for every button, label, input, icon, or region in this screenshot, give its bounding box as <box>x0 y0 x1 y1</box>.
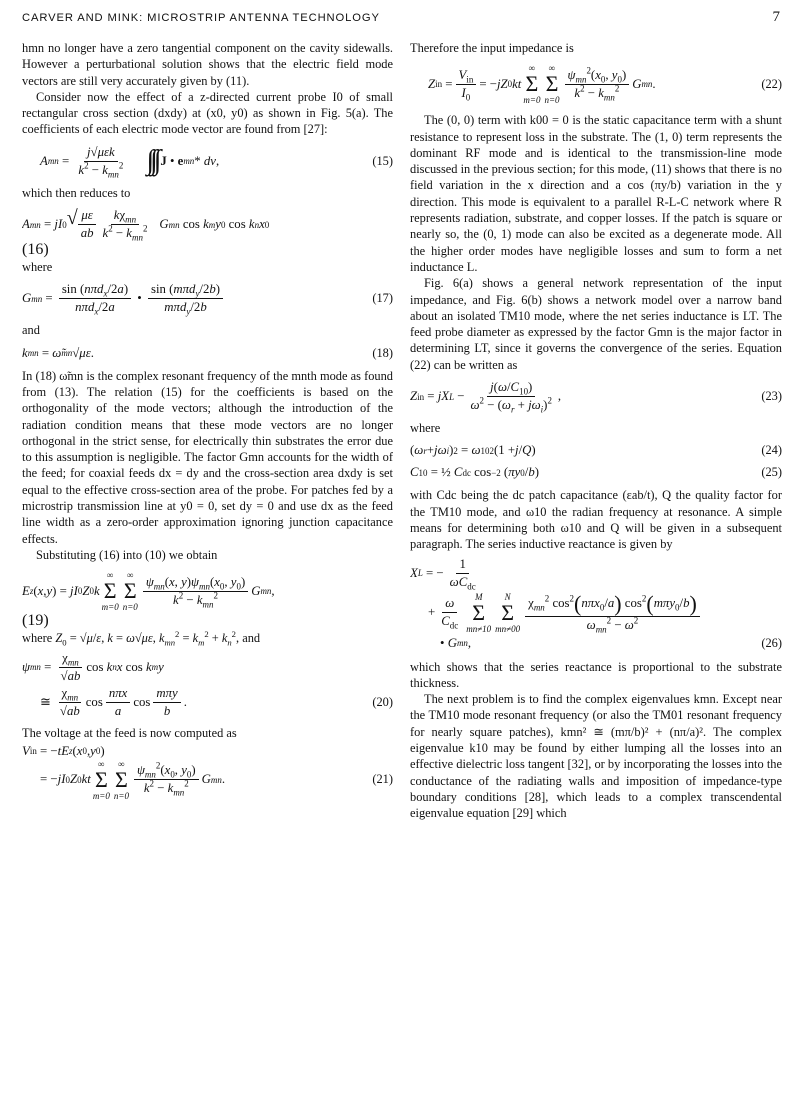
equation-24 <box>410 443 782 458</box>
equation-20a-expression: ψ mn = $\frac{\chi_{mn}}{√ab}$ cos k n x cos k m y <box>22 650 164 683</box>
equation-17 <box>22 282 393 315</box>
right-paragraph-6: The next problem is to find the complex eigenvalues kmn. Except near the TM10 mode resonant frequency (or also the TM01 resonant frequency for nearly square patches), kmn² ≅ (mπ/b)² + (nπ/a)². The complex eigenvalue k10 may be found by either lumping all the losses into an effective dielectric loss tangent [32], or by incorporating the losses into the conductance of the radiating walls and imposition of impedance-type boundary conditions [28], which leads to a complex transcendental eigenvalue equation [29] which <box>410 692 782 821</box>
equation-15 <box>22 145 393 178</box>
left-paragraph-6-tail: and <box>242 631 261 646</box>
equation-26-expression: + $\frac{\omega}{C_{dc}}$ M Σ mn≠10 N Σ mn≠00 $\frac{\chi_{mn}^2 \cos^2(n\pi x_0/a) \cos^2(m\pi y_0/b)}{\omega_{mn}^2 - \omega^2}$ <box>410 592 782 634</box>
equation-26a <box>410 557 782 590</box>
equation-26b-expression: • G mn , <box>440 635 472 650</box>
running-head: CARVER AND MINK: MICROSTRIP ANTENNA TECHNOLOGY <box>22 12 380 24</box>
equation-18-expression: k mn = ω̃ mn √ με . <box>22 345 94 360</box>
left-paragraph-3: which then reduces to <box>22 185 131 200</box>
right-paragraph-2: The (0, 0) term with k00 = 0 is the static capacitance term with a shunt resistance to represent loss in the substrate. The (1, 0) term represents the dominant RF mode and is identical to the transmission-line mode discussed in the previous section; for this mode, (11) shows that there is no field variation in the x direction and a cos (πy/b) variation in the y direction. This mode is equivalent to a parallel R-L-C network where R represents radiation, substrate, and copper losses. If the patch is square or nearly so, the (0, 1) mode can also be excited as a degenerate mode. All the higher order modes have negligible losses and sum to form a net inductance L. <box>410 113 782 274</box>
left-paragraph-6-lead: where <box>22 631 53 646</box>
equation-25-expression: C 10 = ½ C dc cos −2 ( πy 0 / b ) <box>410 465 539 480</box>
equation-19-number: (19) <box>22 612 49 630</box>
equation-15-expression: A mn = $\frac{\text{j√μεk}}{k^2 - k_{mn}^2}$ ∫∫∫ J • e mn * dv , <box>40 144 220 180</box>
left-where-1: where <box>22 260 53 275</box>
equation-18-number: (18) <box>372 345 393 360</box>
right-paragraph-5: which shows that the series reactance is proportional to the substrate thickness. <box>410 659 782 690</box>
equation-16-number: (16) <box>22 241 49 259</box>
equation-26 <box>410 592 782 634</box>
equation-18 <box>22 346 393 361</box>
equation-26a-expression: X L = − $\frac{1}{\omega C_{dc}}$ <box>410 556 476 592</box>
equation-16-expression: A mn = jI 0 √ $\frac{\mu\varepsilon}{ab}$ $\frac{k\chi_{mn}}{k^2 - k_{mn}^2}$ G mn cos k m y 0 cos k n x 0 <box>22 207 270 243</box>
right-paragraph-4: with Cdc being the dc patch capacitance (εab/t), Q the quality factor for the TM10 mode, and ω10 the radian frequency at resonance. A simple means for determining both ω10 and Q will be given in a subsequent paragraph. The series inductive reactance is given by <box>410 488 782 552</box>
left-paragraph-6: where $Z_0 = √\mu/\varepsilon$, k = ω√με, $k_{mn}^2 = k_m^2 + k_n^2$, and <box>22 629 261 648</box>
left-paragraph-1: hmn no longer have a zero tangential component on the cavity sidewalls. However a perturbational solution shows that the electric field mode vectors are still very accurately given by (11). <box>22 41 393 88</box>
equation-22-number: (22) <box>761 76 782 91</box>
equation-19-expression: E z ( x , y ) = jI 0 Z 0 k ∞ Σ m=0 ∞ Σ n=0 $\frac{\psi_{mn}(x, y)\psi_{mn}(x_0, y_0)}{k^2 - k_{mn}^2}$ G mn , <box>22 570 275 613</box>
right-paragraph-3: Fig. 6(a) shows a general network representation of the input impedance, and Fig. 6(b) shows a network model over a narrow band about an isolated TM10 mode, where the net series inductance is LT. The feed probe diameter as expressed by the factor Gmn is the major factor in determining LT, since it governs the convergence of the series. Equation (22) can be written as <box>410 276 782 372</box>
equation-25-number: (25) <box>761 465 782 480</box>
equation-21-number: (21) <box>372 772 393 787</box>
equation-21 <box>22 759 393 801</box>
right-where-1: where <box>410 421 441 436</box>
equation-20-expression: ≅ $\frac{\chi_{mn}}{√ab}$ cos $\frac{\text{nπx}}{a}$ cos $\frac{\text{mπy}}{b}$ . <box>40 685 187 718</box>
left-paragraph-7: The voltage at the feed is now computed as <box>22 725 237 740</box>
left-column <box>22 40 393 1100</box>
equation-24-number: (24) <box>761 443 782 458</box>
equation-15-number: (15) <box>372 153 393 168</box>
equation-16 <box>22 208 393 241</box>
equation-21a-expression: V in = − tE z ( x 0 , y 0 ) <box>22 743 105 758</box>
equation-22 <box>410 63 782 105</box>
equation-21-expression: = − jI 0 Z 0 kt ∞ Σ m=0 ∞ Σ n=0 $\frac{\psi_{mn}^2(x_0, y_0)}{k^2 - k_{mn}^2}$ G mn . <box>40 758 226 801</box>
left-paragraph-4: In (18) ω̃mn is the complex resonant frequency of the mnth mode as found from (13). The relation (15) for the coefficients is based on the orthogonality of the mode vectors; although the introduction of the radiation condition means that these mode vectors are no longer orthogonal in the strict sense, for electrically thin substrates the error due to this assumption is negligible. The factor Gmn accounts for the width of the feed; for coaxial feeds dx = dy and the cross-section area dxdy is set equal to the effective cross-section area of the probe. For patches fed by a microstrip transmission line at y0 = 0, set dy = 0 and use dx as the feed line width as a zero-order approximation ignoring junction capacitance effects. <box>22 368 393 546</box>
left-and-1: and <box>22 323 40 338</box>
equation-23 <box>410 380 782 413</box>
left-paragraph-5: Substituting (16) into (10) we obtain <box>36 547 218 562</box>
equation-17-expression: G mn = $\frac{\sin (n\pi d_x/2a)}{n\pi d_x/2a}$ • $\frac{\sin (m\pi d_y/2b)}{m\pi d_y/2b}$ <box>22 282 357 315</box>
equation-20a <box>22 651 393 684</box>
equation-26-number: (26) <box>761 635 782 650</box>
equation-26b <box>410 636 782 651</box>
equation-24-expression: ( ω r + jω i ) 2 = ω 10 2 (1 + j / Q ) <box>410 443 536 458</box>
equation-23-number: (23) <box>761 389 782 404</box>
right-column <box>410 40 782 1100</box>
equation-19 <box>22 570 393 612</box>
equation-17-number: (17) <box>372 291 393 306</box>
equation-23-expression: Z in = jX L − $\frac{j(\omega/C_{10})}{\omega^2 - (\omega_r + j\omega_i)^2}$ , <box>410 380 562 415</box>
left-paragraph-2: Consider now the effect of a z-directed current probe I0 of small rectangular cross section (dxdy) at (x0, y0) as shown in Fig. 5(a). The coefficients of each electric mode vector are found from [27]: <box>22 89 393 137</box>
equation-20-number: (20) <box>372 694 393 709</box>
equation-25 <box>410 465 782 480</box>
page-header <box>22 10 782 28</box>
right-paragraph-1: Therefore the input impedance is <box>410 41 574 55</box>
page-number: 7 <box>772 9 780 25</box>
equation-20 <box>22 686 393 719</box>
equation-21a <box>22 744 393 759</box>
equation-22-expression: Z in = $\frac{V_{in}}{I_0}$ = − jZ 0 kt ∞ Σ m=0 ∞ Σ n=0 $\frac{\psi_{mn}^2(x_0, y_0)}{k^2 - k_{mn}^2}$ G mn . <box>428 63 656 106</box>
